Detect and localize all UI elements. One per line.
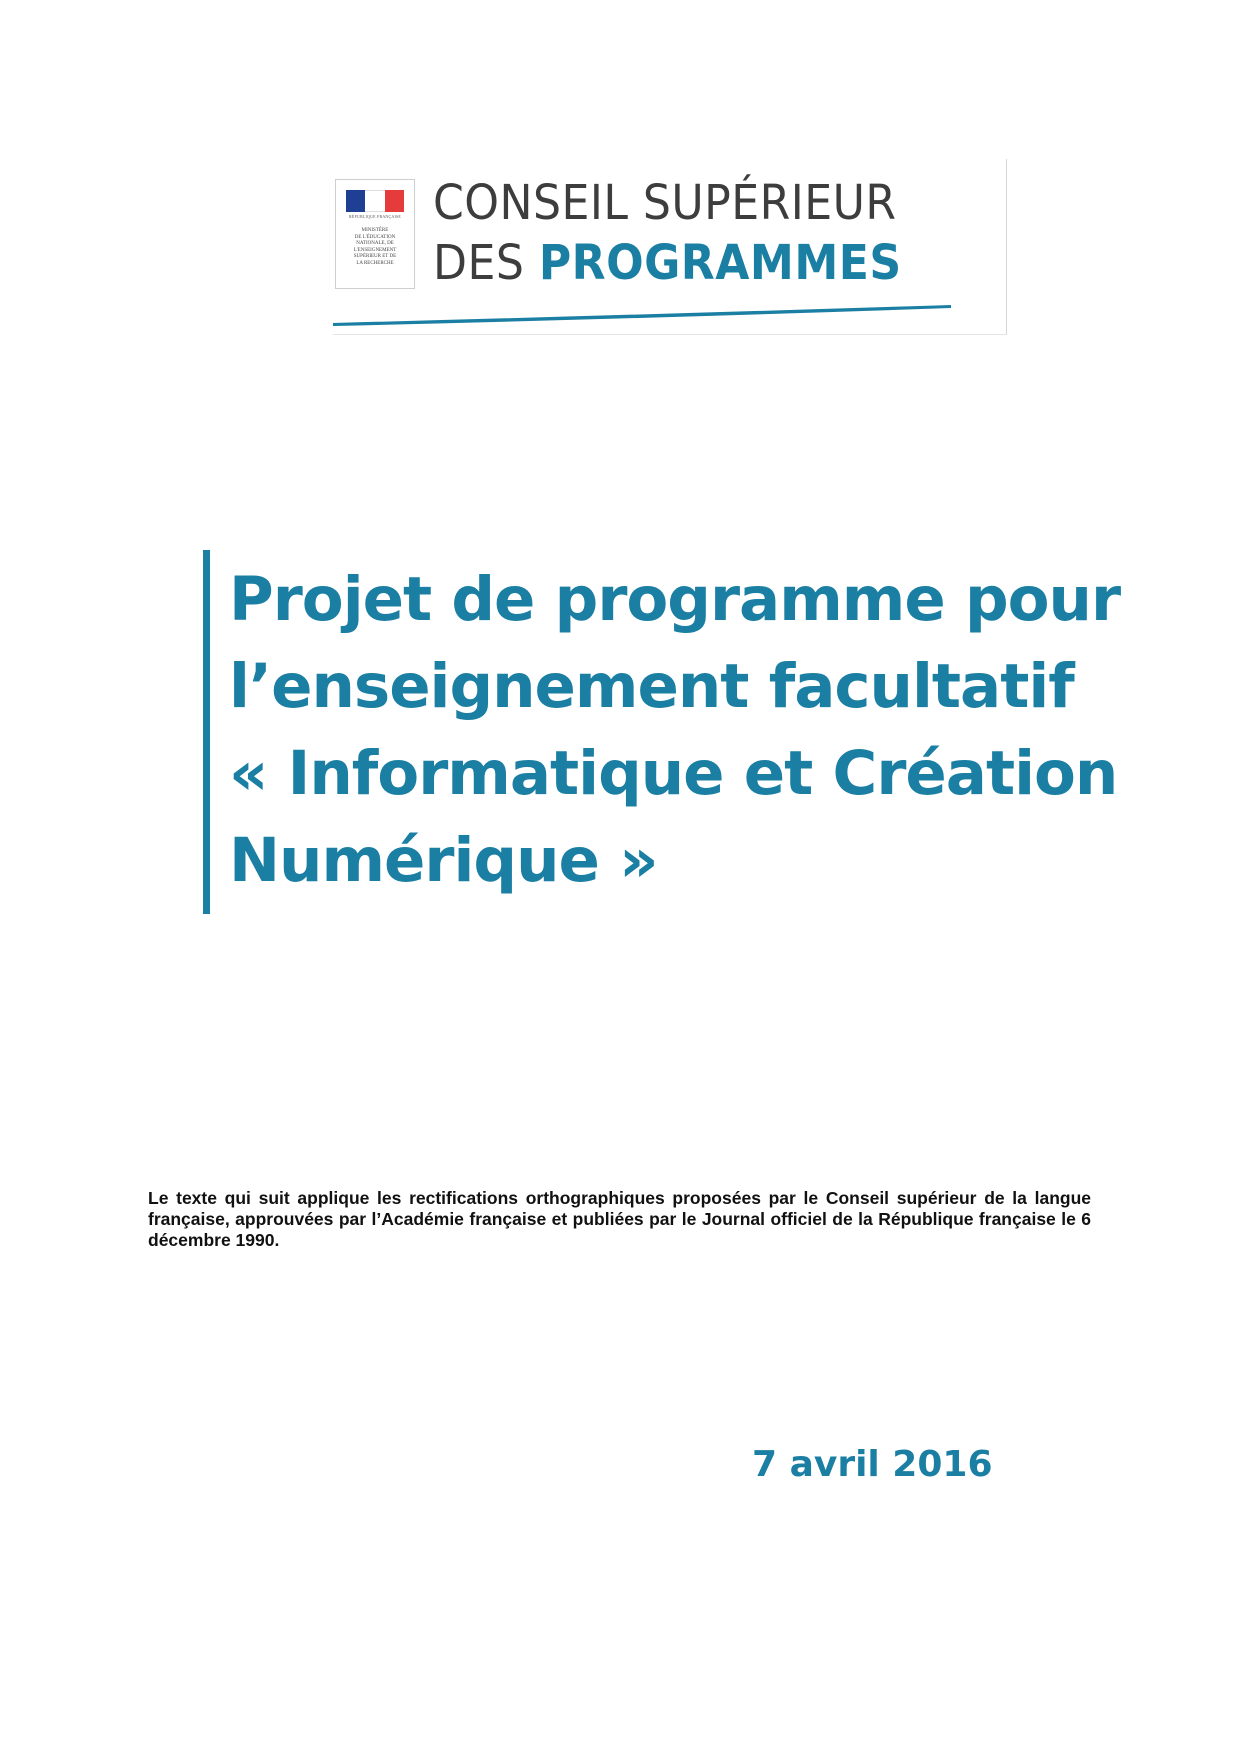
logo-text-line2: DES PROGRAMMES	[433, 235, 902, 291]
flag-icon	[346, 190, 404, 212]
logo-text-line1: CONSEIL SUPÉRIEUR	[433, 175, 897, 231]
spelling-reform-note: Le texte qui suit applique les rectifications orthographiques proposées par le Conseil supérieur de la langue française, approuvées par l’Académie française et publiées par le Journal officiel de la République française le 6 décembre 1990.	[148, 1188, 1091, 1250]
republic-name: RÉPUBLIQUE FRANÇAISE	[348, 214, 402, 219]
logo	[333, 159, 1007, 335]
title-line: Projet de programme pour	[229, 564, 1121, 635]
title-line: l’enseignement facultatif	[229, 651, 1074, 722]
logo-text-accent: PROGRAMMES	[538, 235, 902, 291]
republique-francaise-emblem	[335, 179, 415, 289]
title-accent-bar	[203, 550, 210, 914]
title-line: « Informatique et Création	[229, 738, 1118, 809]
swoosh-underline	[333, 297, 953, 327]
ministry-name: MINISTÈRE DE L'ÉDUCATION NATIONALE, DE L'ENSEIGNEMENT SUPÉRIEUR ET DE LA RECHERCHE	[353, 228, 397, 266]
document-date: 7 avril 2016	[752, 1444, 993, 1485]
title-line: Numérique »	[229, 825, 658, 896]
document-title	[229, 556, 1129, 904]
